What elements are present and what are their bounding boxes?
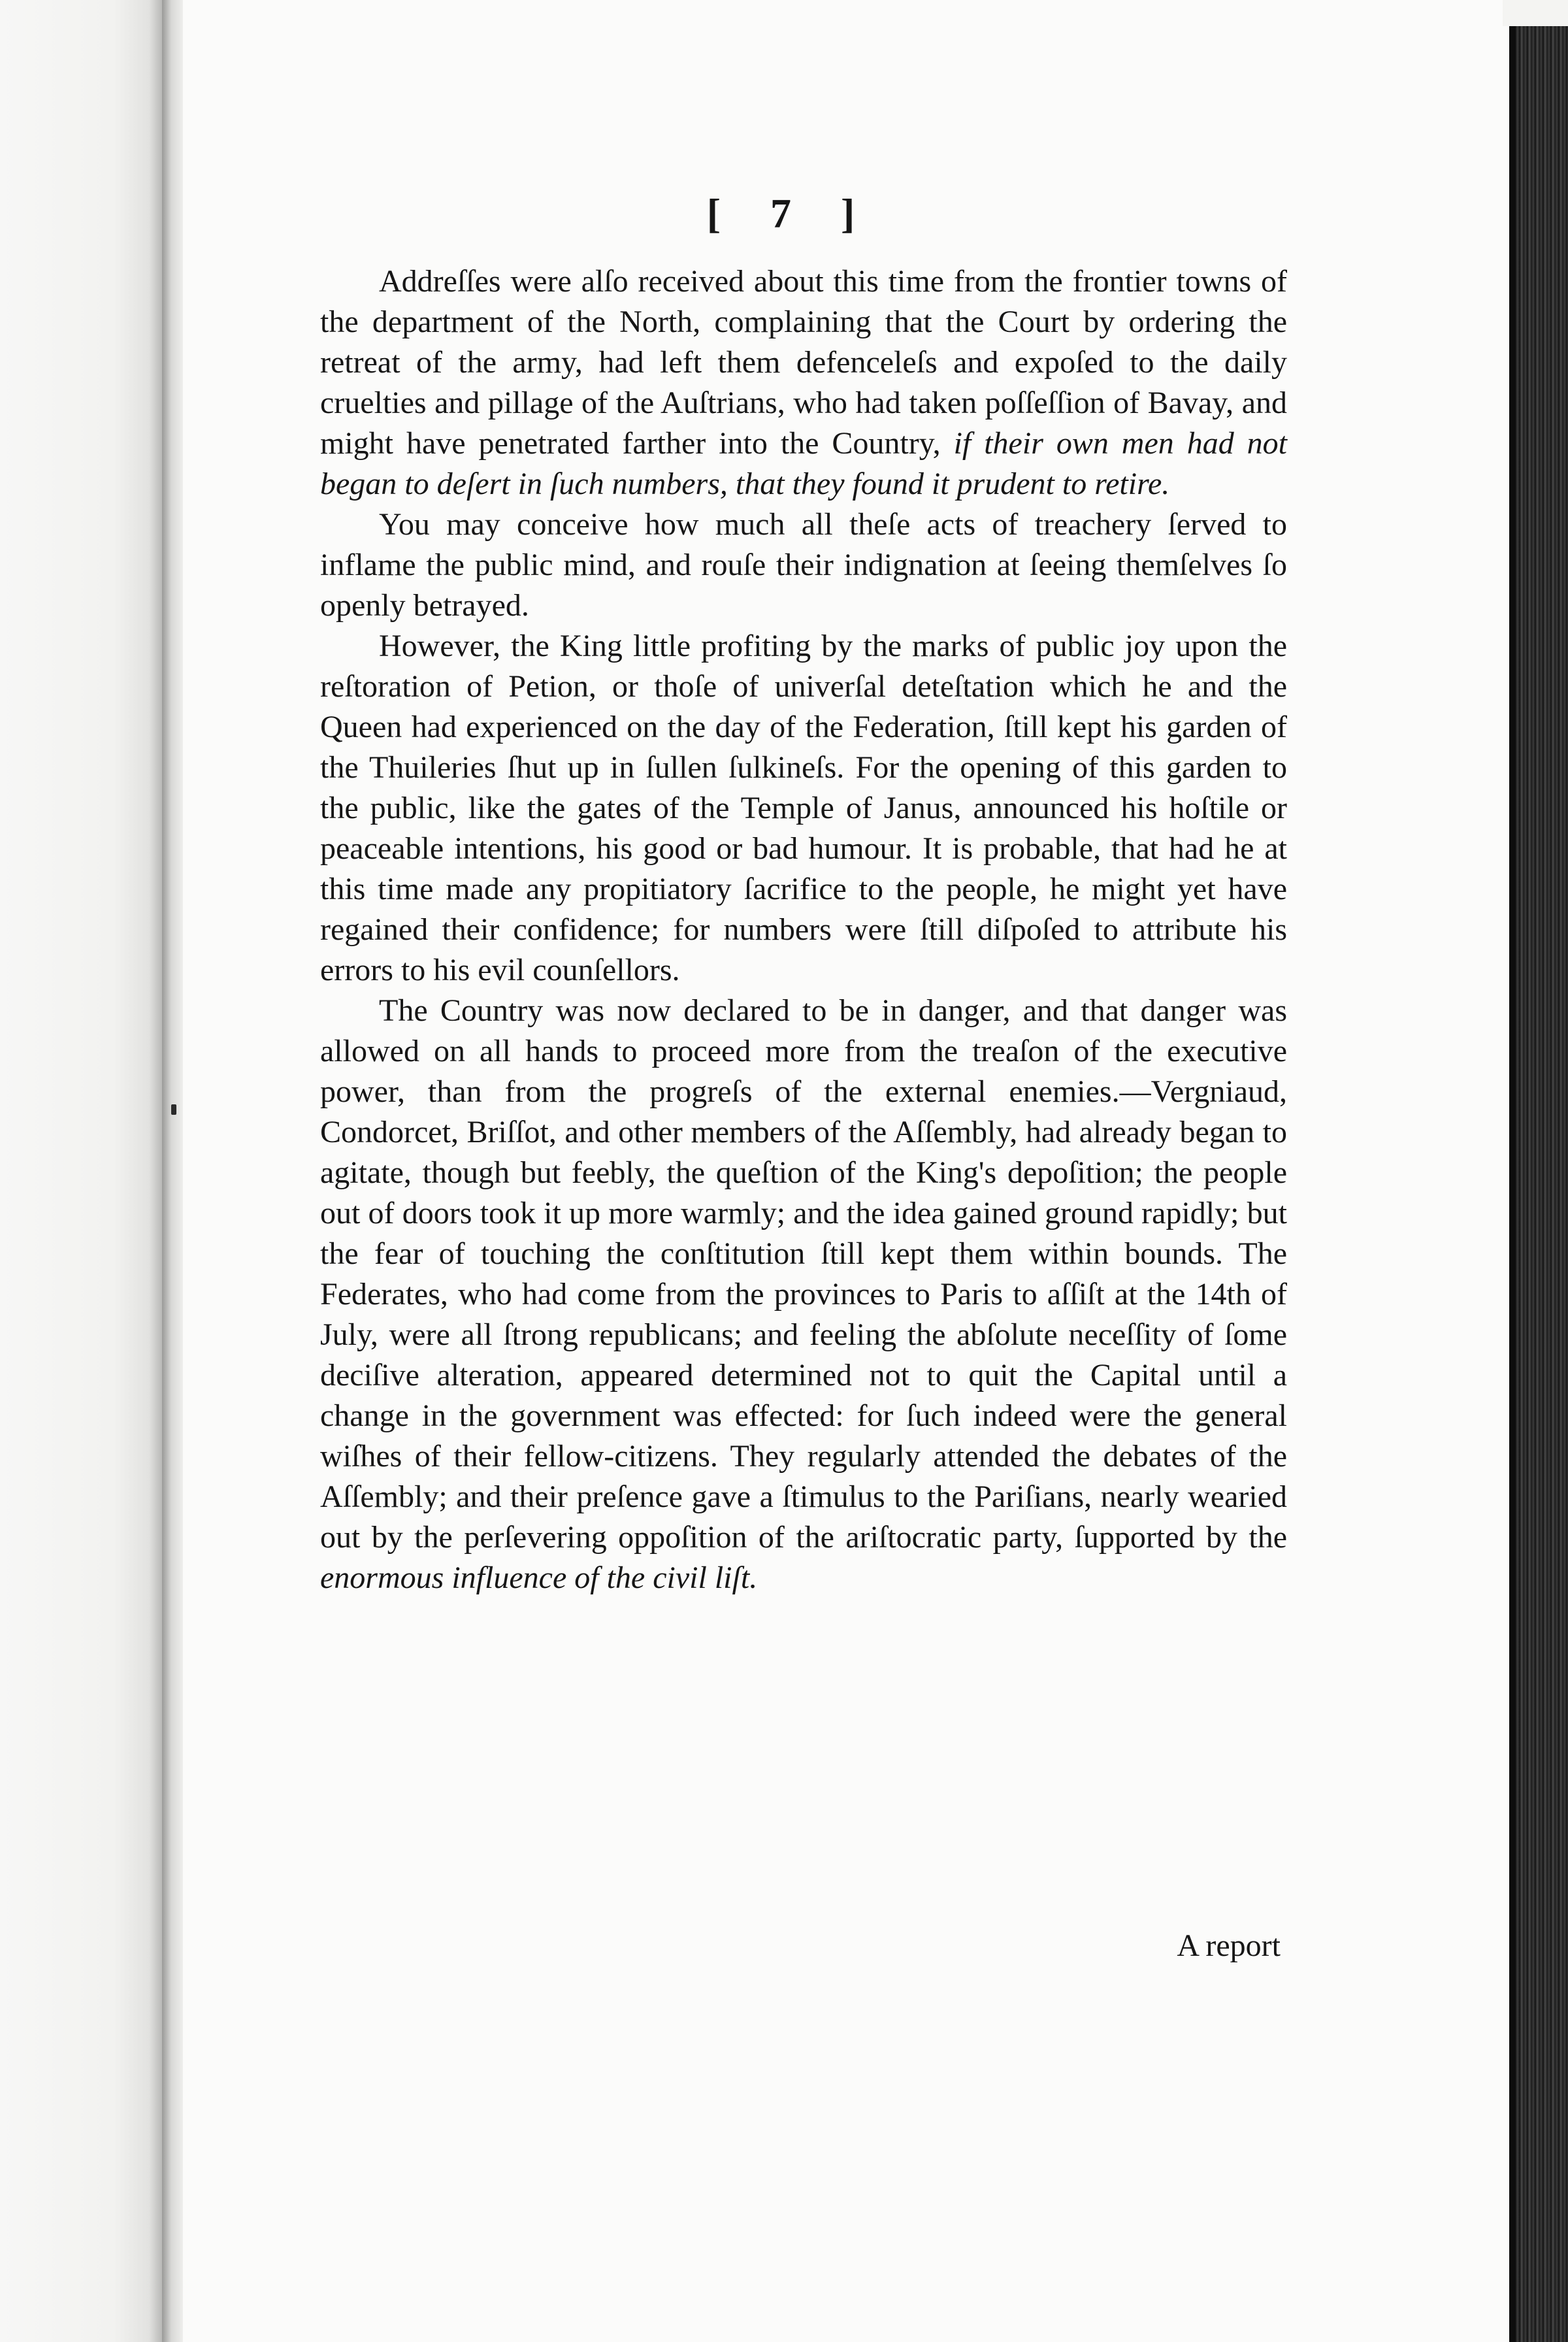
book-edge-top <box>1503 0 1568 26</box>
paragraph-text: You may conceive how much all theſe acts of treachery ſerved to inflame the public mind, and rouſe their indignation at ſeeing themſelves ſo openly betrayed. <box>320 507 1287 623</box>
paragraph <box>320 626 1287 991</box>
book-gutter <box>162 0 183 2342</box>
paragraph-text: Addreſſes were alſo received about this time from the frontier towns of the department of the North, complaining that the Court by ordering the retreat of the army, had left them defenceleſs and expoſed to the daily cruelties and pillage of the Auſtrians, who had taken poſſeſſion of Bavay, and might have penetrated farther into the Country, <box>320 264 1287 461</box>
paragraph <box>320 991 1287 1598</box>
catchword: A report <box>1177 1928 1281 1963</box>
paragraph <box>320 504 1287 626</box>
margin-mark <box>171 1104 176 1115</box>
paragraph-text: The Country was now declared to be in danger, and that danger was allowed on all hands to proceed more from the treaſon of the executive power, than from the progreſs of the external enemies.—Vergniaud, Condorcet, Briſſot, and other members of the Aſſembly, had already began to agitate, though but feebly, the queſtion of the King's depoſition; the people out of doors took it up more warmly; and the idea gained ground rapidly; but the fear of touching the conſtitution ſtill kept them within bounds. The Federates, who had come from the provinces to Paris to aſſiſt at the 14th of July, were all ſtrong republicans; and feeling the abſolute neceſſity of ſome deciſive alteration, appeared determined not to quit the Capital until a change in the government was effected: for ſuch indeed were the general wiſhes of their fellow-citizens. They regularly attended the debates of the Aſſembly; and their preſence gave a ſtimulus to the Pariſians, nearly wearied out by the perſevering oppoſition of the ariſtocratic party, ſupported by the <box>320 993 1287 1555</box>
paragraph <box>320 261 1287 504</box>
book-edge <box>1516 26 1568 2342</box>
facing-page <box>0 0 162 2342</box>
paragraph-text: However, the King little profiting by the marks of public joy upon the reſtoration of Petion, or thoſe of univerſal deteſtation which he and the Queen had experienced on the day of the Federation, ſtill kept his garden of the Thuileries ſhut up in ſullen ſulkineſs. For the opening of this garden to the public, like the gates of the Temple of Janus, announced his hoſtile or peaceable intentions, his good or bad humour. It is probable, that had he at this time made any propitiatory ſacrifice to the people, he might yet have regained their confidence; for numbers were ſtill diſpoſed to attribute his errors to his evil counſellors. <box>320 629 1287 987</box>
paragraph-italic: enormous influence of the civil liſt. <box>320 1560 758 1595</box>
body-text <box>320 261 1287 1598</box>
paragraph-italic: if their own men had not began to deſert in ſuch numbers, that they found it prudent to retire. <box>320 426 1288 501</box>
page-number-header: [ 7 ] <box>706 190 875 237</box>
